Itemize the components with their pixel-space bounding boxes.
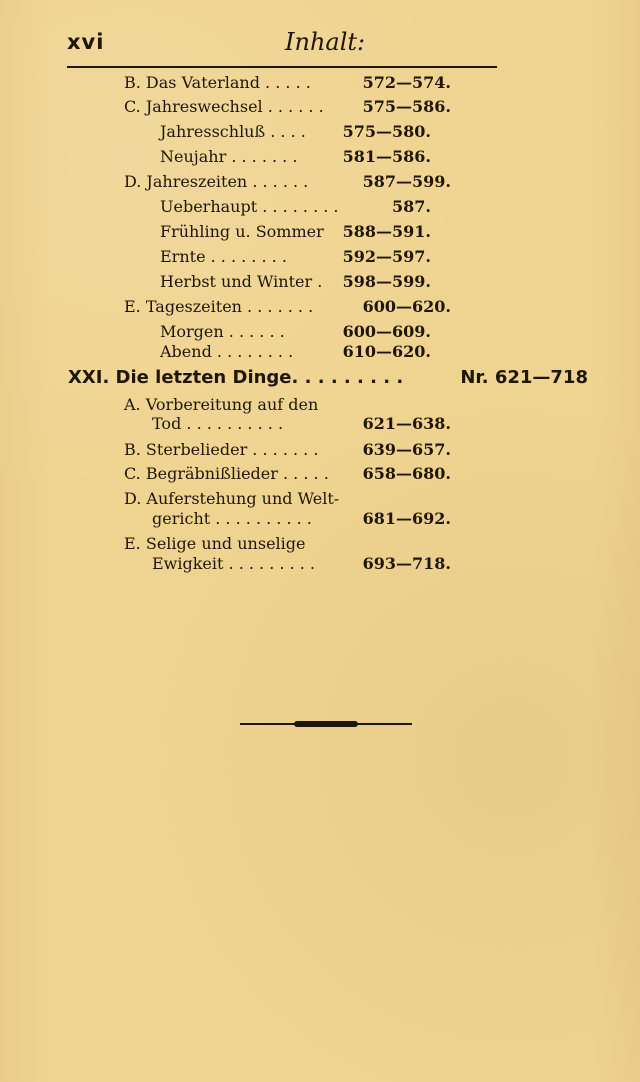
toc-label: gericht . . . . . . . . . . xyxy=(152,509,312,528)
toc-entry-c-jahreswechsel xyxy=(124,98,451,116)
toc-entry-b-vaterland xyxy=(124,74,451,92)
toc-label: B. Das Vaterland . . . . . xyxy=(124,73,311,92)
toc-label: D. Jahreszeiten . . . . . . xyxy=(124,172,309,191)
toc-label: Tod . . . . . . . . . . xyxy=(152,414,284,433)
toc-range: 600—620. xyxy=(362,297,451,316)
page-title: Inhalt: xyxy=(285,28,366,56)
toc-entry-e-tageszeiten xyxy=(124,298,451,316)
section-range: Nr. 621—718 xyxy=(460,367,588,388)
toc-range: 621—638. xyxy=(362,414,451,433)
toc-range: 572—574. xyxy=(362,73,451,92)
toc-entry-fruehling-sommer xyxy=(160,223,431,241)
page-number: xvi xyxy=(67,30,105,54)
toc-range: 587. xyxy=(392,197,431,216)
toc-label: Jahresschluß . . . . xyxy=(160,122,306,141)
toc-label: Ueberhaupt . . . . . . . . xyxy=(160,197,339,216)
toc-label: E. Selige und unselige xyxy=(124,534,306,553)
toc-entry-e-selige xyxy=(124,535,451,553)
toc-entry-abend xyxy=(160,343,431,361)
toc-range: 587—599. xyxy=(362,172,451,191)
toc-entry-gericht xyxy=(152,510,451,528)
toc-label: Morgen . . . . . . xyxy=(160,322,285,341)
toc-label: D. Auferstehung und Welt- xyxy=(124,489,340,508)
toc-label: Ewigkeit . . . . . . . . . xyxy=(152,554,315,573)
toc-range: 693—718. xyxy=(362,554,451,573)
toc-entry-a-vorbereitung xyxy=(124,396,451,414)
toc-range: 575—586. xyxy=(362,97,451,116)
toc-entry-c-begraebnislieder xyxy=(124,465,451,483)
toc-entry-neujahr xyxy=(160,148,431,166)
toc-range: 658—680. xyxy=(362,464,451,483)
toc-entry-morgen xyxy=(160,323,431,341)
toc-range: 600—609. xyxy=(342,322,431,341)
toc-label: Ernte . . . . . . . . xyxy=(160,247,287,266)
toc-label: Herbst und Winter . xyxy=(160,272,323,291)
toc-range: 639—657. xyxy=(362,440,451,459)
toc-entry-d-jahreszeiten xyxy=(124,173,451,191)
header-rule xyxy=(67,66,497,68)
toc-section-xxi xyxy=(68,369,588,387)
toc-label: Frühling u. Sommer xyxy=(160,222,324,241)
end-ornament xyxy=(240,719,412,729)
toc-label: C. Jahreswechsel . . . . . . xyxy=(124,97,324,116)
toc-entry-herbst-winter xyxy=(160,273,431,291)
toc-entry-ernte xyxy=(160,248,431,266)
page-header xyxy=(67,28,497,66)
toc-range: 610—620. xyxy=(342,342,431,361)
toc-label: E. Tageszeiten . . . . . . . xyxy=(124,297,314,316)
toc-label: A. Vorbereitung auf den xyxy=(124,395,319,414)
toc-range: 598—599. xyxy=(342,272,431,291)
toc-range: 588—591. xyxy=(342,222,431,241)
toc-entry-ueberhaupt xyxy=(160,198,431,216)
toc-range: 581—586. xyxy=(342,147,431,166)
toc-range: 592—597. xyxy=(342,247,431,266)
toc-entry-d-auferstehung xyxy=(124,490,451,508)
toc-label: B. Sterbelieder . . . . . . . xyxy=(124,440,319,459)
toc-label: Neujahr . . . . . . . xyxy=(160,147,298,166)
toc-entry-tod xyxy=(152,415,451,433)
ornament-center xyxy=(294,721,358,727)
toc-range: 681—692. xyxy=(362,509,451,528)
toc-entry-ewigkeit xyxy=(152,555,451,573)
toc-entry-jahresschluss xyxy=(160,123,431,141)
toc-range: 575—580. xyxy=(342,122,431,141)
section-label: XXI. Die letzten Dinge. . . . . . . . . xyxy=(68,367,404,388)
toc-entry-b-sterbelieder xyxy=(124,441,451,459)
toc-label: Abend . . . . . . . . xyxy=(160,342,294,361)
toc-label: C. Begräbnißlieder . . . . . xyxy=(124,464,329,483)
